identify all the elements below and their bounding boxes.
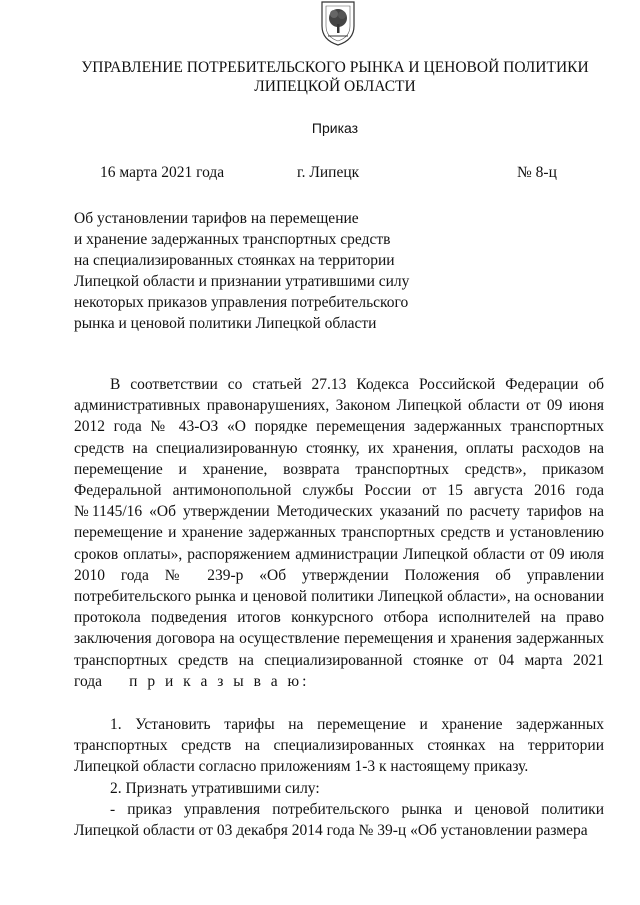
- preamble: [74, 374, 604, 692]
- org-line-2: ЛИПЕЦКОЙ ОБЛАСТИ: [254, 78, 416, 95]
- document-subject: [74, 208, 409, 334]
- subject-line: рынка и ценовой политики Липецкой области: [74, 315, 377, 332]
- document-type: Приказ: [311, 120, 359, 136]
- document-date: 16 марта 2021 года: [100, 164, 225, 181]
- order-item-1: 1. Установить тарифы на перемещение и хранение задержанных транспортных средств на специализированных стоянках на территории Липецкой области согласно приложениям 1-3 к настоящему приказу.: [74, 716, 604, 776]
- subject-line: Об установлении тарифов на перемещение: [74, 210, 359, 227]
- organization-name: [60, 58, 610, 96]
- subject-line: некоторых приказов управления потребительского: [74, 294, 409, 311]
- org-line-1: УПРАВЛЕНИЕ ПОТРЕБИТЕЛЬСКОГО РЫНКА И ЦЕНОВОЙ ПОЛИТИКИ: [81, 59, 589, 76]
- coat-of-arms-icon: [318, 0, 358, 46]
- subject-line: и хранение задержанных транспортных средств: [74, 231, 391, 248]
- subject-line: Липецкой области и признании утратившими силу: [74, 273, 410, 290]
- document-number: № 8-ц: [517, 164, 557, 181]
- subject-line: на специализированных стоянках на территории: [74, 252, 395, 269]
- document-city: г. Липецк: [297, 164, 360, 181]
- preamble-text: В соответствии со статьей 27.13 Кодекса Российской Федерации об административных правонарушениях, Законом Липецкой области от 09 июня 2012 года № 43-ОЗ «О порядке перемещения задержанных транспортных средств на специализированную стоянку, их хранения, оплаты расходов на перемещение и хранение, возврата транспортных средств», приказом Федеральной антимонопольной службы России от 15 августа 2016 года №1145/16 «Об утверждении Методических указаний по расчету тарифов на перемещение и хранение задержанных транспортных средств и установлению сроков оплаты», распоряжением администрации Липецкой области от 09 июля 2010 года № 239-р «Об утверждении Положения об управлении потребительского рынка и ценовой политики Липецкой области», на основании протокола подведения итогов конкурсного отбора исполнителей на право заключения договора на осуществление перемещения и хранения задержанных транспортных средств на специализированной стоянке от 04 марта 2021 года: [74, 376, 604, 690]
- order-item-2-sub-1: - приказ управления потребительского рынка и ценовой политики Липецкой области от 03 декабря 2014 года № 39-ц «Об установлении размера: [74, 800, 604, 840]
- order-items: [74, 714, 604, 841]
- decree-word: п р и к а з ы в а ю:: [129, 672, 310, 690]
- order-item-2: 2. Признать утратившими силу:: [110, 779, 320, 797]
